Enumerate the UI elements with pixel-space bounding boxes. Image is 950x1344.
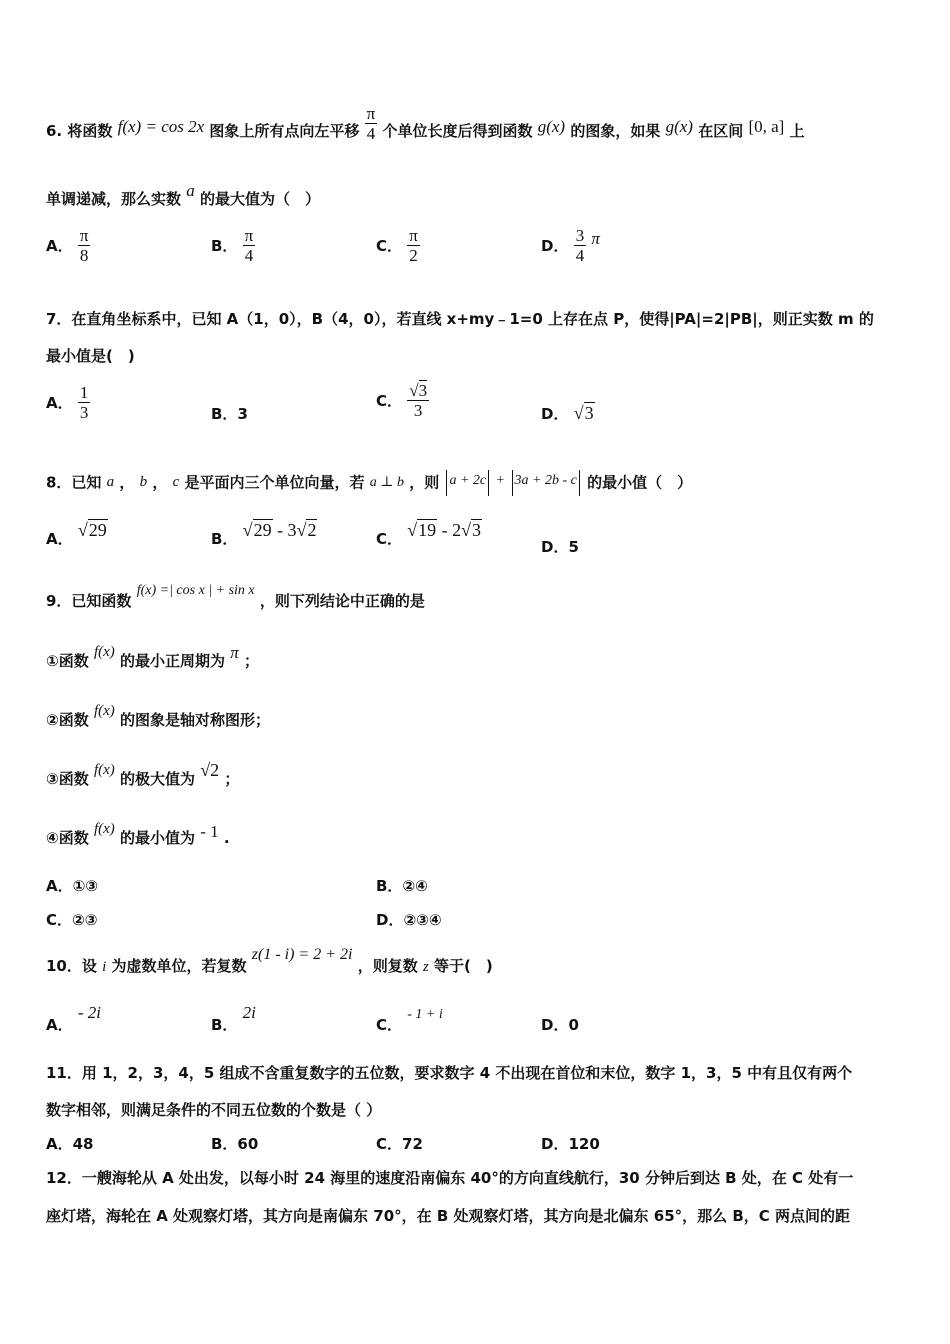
q8-option-d[interactable]: D．5 <box>541 538 579 556</box>
q6-interval: [0, a] <box>748 117 785 136</box>
q7-option-b[interactable]: B．3 <box>211 405 248 423</box>
q9-option-c[interactable]: C．②③ <box>46 911 98 929</box>
q11-option-b[interactable]: B．60 <box>211 1135 259 1153</box>
q9-func: f(x) =| cos x | + sin x <box>136 583 255 598</box>
q6-line2: 单调递减，那么实数 a 的最大值为（ ） <box>46 181 320 208</box>
q10-option-d[interactable]: D．0 <box>541 1016 579 1034</box>
q12-line2: 座灯塔，海轮在 A 处观察灯塔，其方向是南偏东 70°，在 B 处观察灯塔，其方向是北偏东 65°，那么 B，C 两点间的距 <box>46 1207 851 1225</box>
q11-line2: 数字相邻，则满足条件的不同五位数的个数是（ ） <box>46 1101 382 1119</box>
q6-option-b[interactable]: B． $\frac{\pi}{4}$ <box>211 226 254 265</box>
q8-option-b[interactable]: B． √29 - 3√2 <box>211 520 317 548</box>
q11-option-a[interactable]: A．48 <box>46 1135 94 1153</box>
q7-line2: 最小值是( ) <box>46 347 135 365</box>
q11-option-c[interactable]: C．72 <box>376 1135 423 1153</box>
q6-func-g2: g(x) <box>665 117 693 136</box>
q6-option-d[interactable]: D． $\frac{3}{4}$ π <box>541 226 600 265</box>
q7-option-c[interactable]: C． $\frac{√3}{3}$ <box>376 381 428 420</box>
q8-line1: 8．已知 a ， b ， c 是平面内三个单位向量，若 a ⊥ b ，则 a + 2c + 3a + 2b - c 的最小值（ ） <box>46 470 692 496</box>
q11-line1: 11．用 1，2，3，4，5 组成不含重复数字的五位数，要求数字 4 不出现在首位和末位，数字 1，3，5 中有且仅有两个 <box>46 1064 853 1082</box>
q9-statement-2: ②函数 f(x) 的图象是轴对称图形； <box>46 703 271 729</box>
q10-option-b[interactable]: B． 2i <box>211 1003 256 1034</box>
q9-statement-4: ④函数 f(x) 的最小值为 - 1 . <box>46 821 230 847</box>
q11-option-d[interactable]: D．120 <box>541 1135 600 1153</box>
q9-statement-3: ③函数 f(x) 的极大值为 √2 ； <box>46 760 240 788</box>
q8-option-a[interactable]: A． √29 <box>46 520 107 548</box>
q6-func-g: g(x) <box>537 117 566 136</box>
q7-option-d[interactable]: D． √3 <box>541 403 594 423</box>
q7-line1: 7．在直角坐标系中，已知 A（1，0），B（4，0），若直线 x+my﹣1=0 上存在点 P，使得|PA|=2|PB|，则正实数 m 的 <box>46 310 874 328</box>
q9-option-b[interactable]: B．②④ <box>376 877 428 895</box>
q6-option-a[interactable]: A． $\frac{\pi}{8}$ <box>46 226 89 265</box>
q9-line1: 9．已知函数 f(x) =| cos x | + sin x ，则下列结论中正确的是 <box>46 583 425 610</box>
q8-option-c[interactable]: C． √19 - 2√3 <box>376 520 482 548</box>
q10-equation: z(1 - i) = 2 + 2i <box>251 946 353 963</box>
q6-option-c[interactable]: C． $\frac{\pi}{2}$ <box>376 226 418 265</box>
q9-option-a[interactable]: A．①③ <box>46 877 99 895</box>
q10-line1: 10．设 i 为虚数单位，若复数 z(1 - i) = 2 + 2i ，则复数 z 等于( ) <box>46 946 493 975</box>
q10-option-a[interactable]: A． - 2i <box>46 1003 101 1034</box>
q6-shift-fraction: $\frac{\pi}{4}$ <box>366 104 376 143</box>
q10-option-c[interactable]: C． - 1 + i <box>376 1007 443 1034</box>
q9-option-d[interactable]: D．②③④ <box>376 911 442 929</box>
q7-option-a[interactable]: A． $\frac{1}{3}$ <box>46 383 89 422</box>
q6-line1: 6. 将函数 f(x) = cos 2x 图象上所有点向左平移 $\frac{\pi}{4}$ 个单位长度后得到函数 g(x) 的图象，如果 g(x) 在区间 [0, a] 上 <box>46 104 805 143</box>
q6-number: 6. <box>46 122 63 140</box>
q6-func-f: f(x) = cos 2x <box>117 117 205 136</box>
q9-statement-1: ①函数 f(x) 的最小正周期为 π ； <box>46 643 260 670</box>
q12-line1: 12．一艘海轮从 A 处出发，以每小时 24 海里的速度沿南偏东 40°的方向直线航行，30 分钟后到达 B 处，在 C 处有一 <box>46 1169 854 1187</box>
q6-var-a: a <box>186 181 195 200</box>
